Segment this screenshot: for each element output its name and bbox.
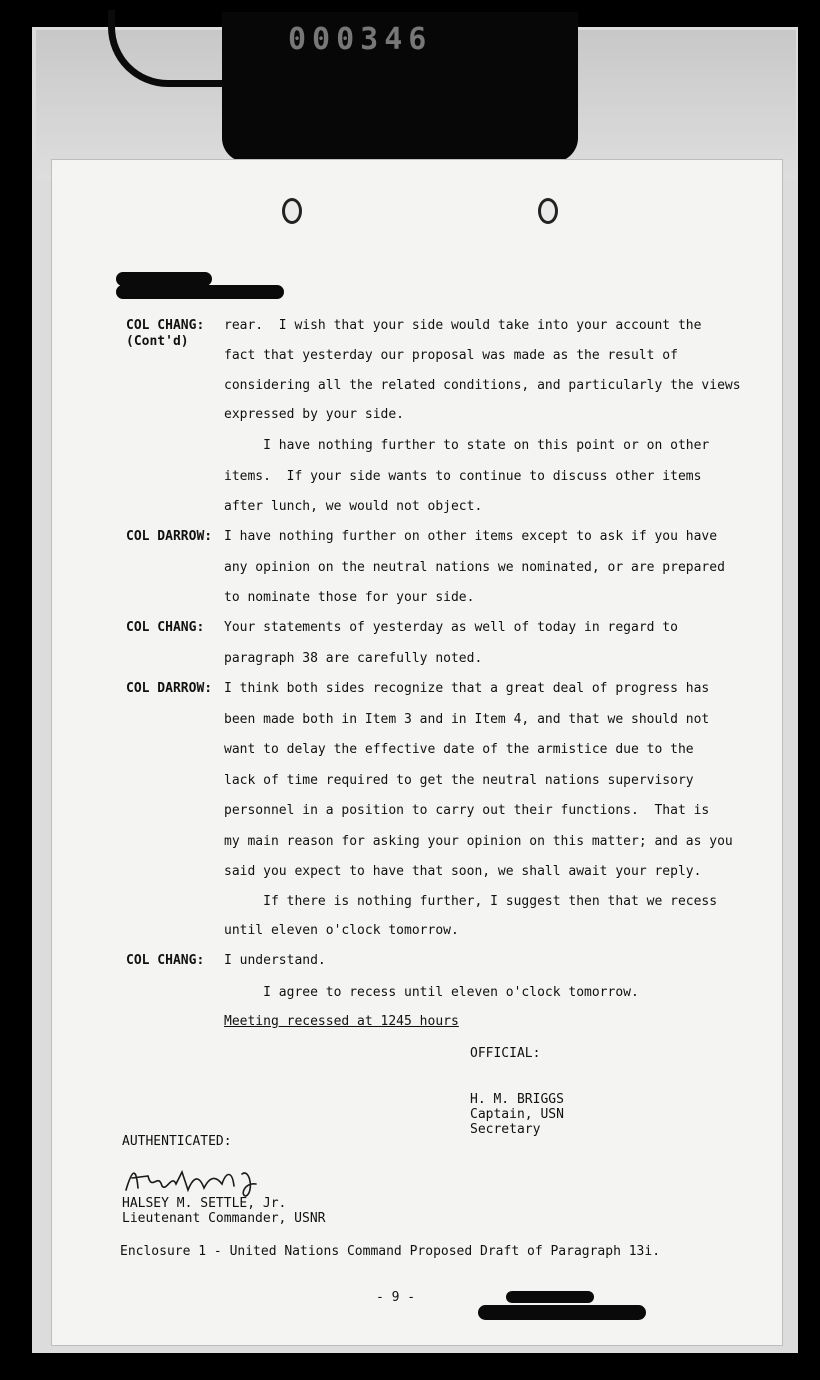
transcript-line: lack of time required to get the neutral nations supervisory	[224, 773, 694, 788]
transcript-line: said you expect to have that soon, we shall await your reply.	[224, 864, 702, 879]
speaker-label: COL DARROW:	[126, 681, 213, 696]
transcript-line: until eleven o'clock tomorrow.	[224, 923, 459, 938]
transcript-line: personnel in a position to carry out their functions. That is	[224, 803, 710, 818]
authenticated-name: HALSEY M. SETTLE, Jr.	[122, 1196, 287, 1211]
speaker-label: COL DARROW:	[126, 529, 213, 544]
transcript-line: want to delay the effective date of the armistice due to the	[224, 742, 694, 757]
speaker-continued: (Cont'd)	[126, 334, 189, 349]
transcript-line: any opinion on the neutral nations we nominated, or are prepared	[224, 560, 725, 575]
official-title: Secretary	[470, 1122, 541, 1137]
transcript-line: to nominate those for your side.	[224, 590, 475, 605]
recess-note: Meeting recessed at 1245 hours	[224, 1014, 459, 1029]
speaker-label: COL CHANG:	[126, 620, 205, 635]
enclosure-note: Enclosure 1 - United Nations Command Proposed Draft of Paragraph 13i.	[120, 1244, 661, 1259]
transcript-line: paragraph 38 are carefully noted.	[224, 651, 483, 666]
speaker-label: COL CHANG:	[126, 318, 205, 333]
official-rank: Captain, USN	[470, 1107, 564, 1122]
transcript-line: If there is nothing further, I suggest then that we recess	[224, 894, 718, 909]
stamp-number: 000346	[288, 22, 433, 57]
transcript-line: items. If your side wants to continue to discuss other items	[224, 469, 702, 484]
transcript-line: I have nothing further to state on this point or on other	[224, 438, 710, 453]
authenticated-label: AUTHENTICATED:	[122, 1134, 232, 1149]
transcript-line: rear. I wish that your side would take into your account the	[224, 318, 702, 333]
authenticated-rank: Lieutenant Commander, USNR	[122, 1211, 326, 1226]
page-number: - 9 -	[376, 1290, 416, 1305]
transcript-line: considering all the related conditions, and particularly the views	[224, 378, 741, 393]
transcript-line: my main reason for asking your opinion on this matter; and as you	[224, 834, 733, 849]
transcript-line: I have nothing further on other items except to ask if you have	[224, 529, 718, 544]
transcript-line: been made both in Item 3 and in Item 4, and that we should not	[224, 712, 710, 727]
transcript-line: expressed by your side.	[224, 407, 405, 422]
transcript-line: I agree to recess until eleven o'clock tomorrow.	[224, 985, 639, 1000]
transcript-line: after lunch, we would not object.	[224, 499, 483, 514]
transcript-line: I think both sides recognize that a great deal of progress has	[224, 681, 710, 696]
transcript-line: fact that yesterday our proposal was made as the result of	[224, 348, 678, 363]
official-label: OFFICIAL:	[470, 1046, 541, 1061]
speaker-label: COL CHANG:	[126, 953, 205, 968]
official-name: H. M. BRIGGS	[470, 1092, 564, 1107]
transcript-line: I understand.	[224, 953, 326, 968]
handwritten-signature	[118, 1162, 288, 1198]
transcript-line: Your statements of yesterday as well of today in regard to	[224, 620, 678, 635]
